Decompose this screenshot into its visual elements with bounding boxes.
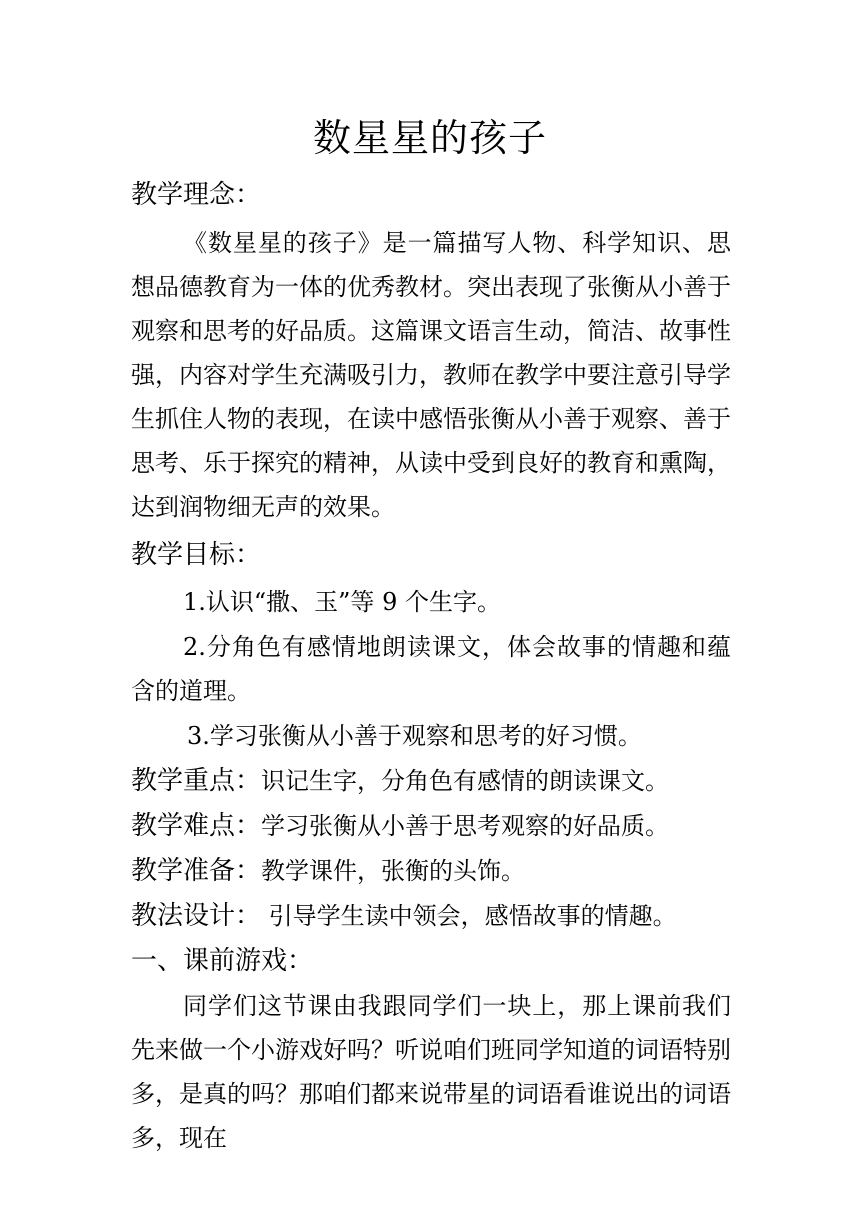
- section1-paragraph: 同学们这节课由我跟同学们一块上，那上课前我们先来做一个小游戏好吗？听说咱们班同学知道的词语特别多，是真的吗？那咱们都来说带星的词语看谁说出的词语多，现在: [131, 992, 731, 1152]
- preparation-line: [131, 849, 731, 893]
- concept-heading: 教学理念：: [131, 180, 262, 210]
- difficulty-line: [131, 804, 731, 848]
- method-line: [131, 894, 731, 938]
- document-title: 数星星的孩子: [312, 116, 547, 160]
- difficulty-text: 学习张衡从小善于思考观察的好品质。: [261, 812, 670, 840]
- method-label: 教法设计：: [131, 901, 262, 931]
- preparation-text: 教学课件，张衡的头饰。: [261, 857, 526, 885]
- goals-heading: 教学目标：: [131, 540, 262, 570]
- goal-item-1: 1.认识“撒、玉”等 9 个生字。: [183, 588, 501, 616]
- concept-paragraph: 《数星星的孩子》是一篇描写人物、科学知识、思想品德教育为一体的优秀教材。突出表现了张衡从小善于观察和思考的好品质。这篇课文语言生动，简洁、故事性强，内容对学生充满吸引力，教师在教学中要注意引导学生抓住人物的表现，在读中感悟张衡从小善于观察、善于思考、乐于探究的精神，从读中受到良好的教育和熏陶，达到润物细无声的效果。: [131, 229, 731, 521]
- goal-item-3: 3.学习张衡从小善于观察和思考的好习惯。: [187, 722, 642, 750]
- key-points-text: 识记生字，分角色有感情的朗读课文。: [261, 767, 670, 795]
- goal-item-2: 2.分角色有感情地朗读课文，体会故事的情趣和蕴含的道理。: [131, 633, 731, 705]
- difficulty-label: 教学难点：: [131, 811, 262, 841]
- method-text: 引导学生读中领会，感悟故事的情趣。: [261, 902, 677, 930]
- section1-heading: 一、课前游戏：: [131, 946, 314, 976]
- key-points-label: 教学重点：: [131, 766, 262, 796]
- preparation-label: 教学准备：: [131, 856, 262, 886]
- key-points-line: [131, 759, 731, 803]
